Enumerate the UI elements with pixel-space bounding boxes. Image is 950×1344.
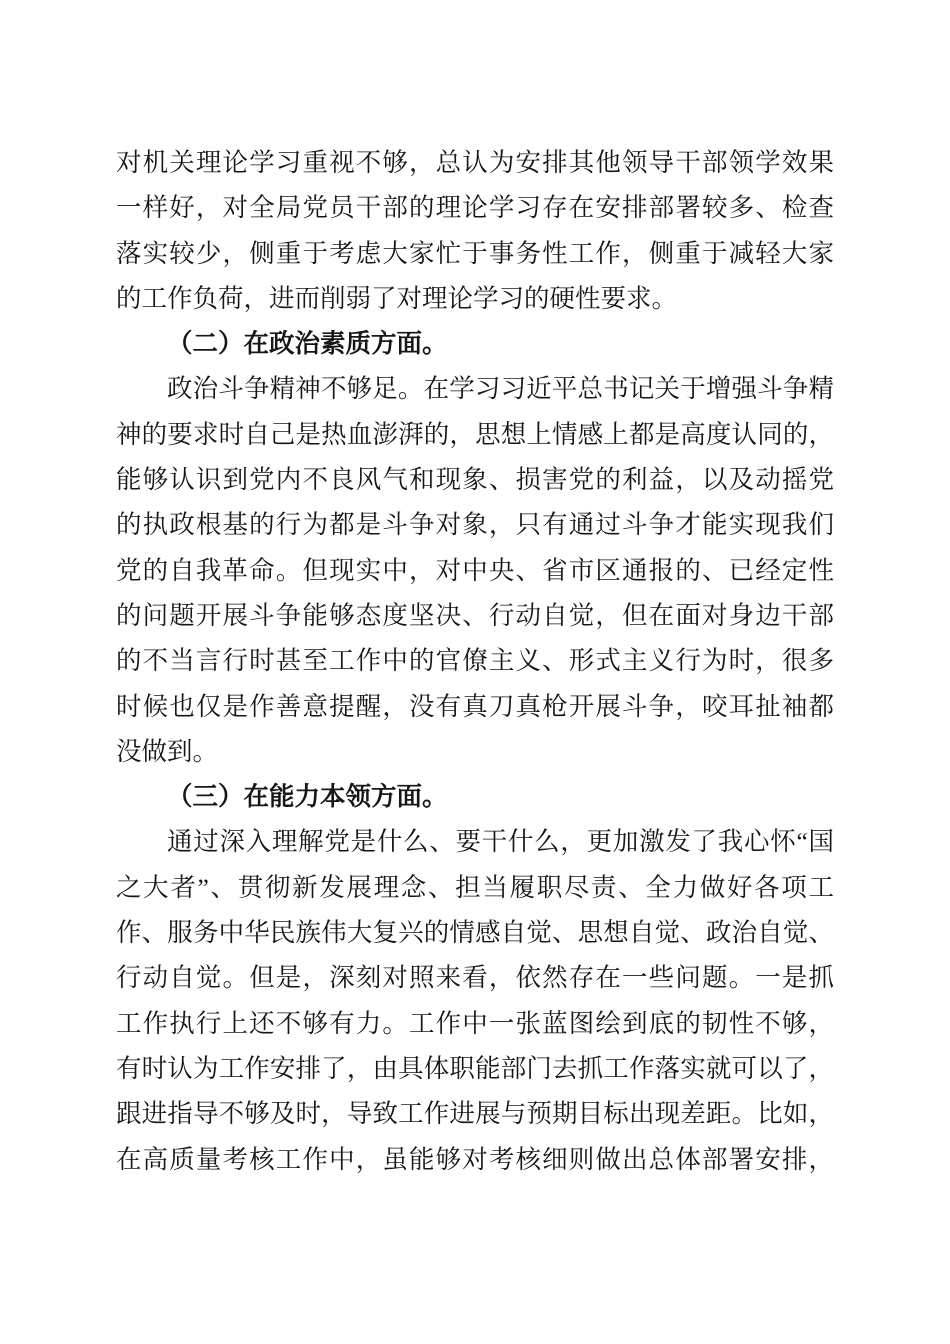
text-line: 跟进指导不够及时，导致工作进展与预期目标出现差距。比如， <box>116 1099 834 1129</box>
text-line: 工作执行上还不够有力。工作中一张蓝图绘到底的韧性不够， <box>116 1008 834 1038</box>
text-line: 能够认识到党内不良风气和现象、损害党的利益，以及动摇党 <box>116 465 834 495</box>
text-line: 的问题开展斗争能够态度坚决、行动自觉，但在面对身边干部 <box>116 600 834 630</box>
text-line: 作、服务中华民族伟大复兴的情感自觉、思想自觉、政治自觉、 <box>116 918 834 948</box>
text-line: 政治斗争精神不够足。在学习习近平总书记关于增强斗争精 <box>167 374 834 404</box>
section-heading: （二）在政治素质方面。 <box>167 329 448 359</box>
text-line: 通过深入理解党是什么、要干什么，更加激发了我心怀“国 <box>167 827 834 857</box>
text-line: 的不当言行时甚至工作中的官僚主义、形式主义行为时，很多 <box>116 646 834 676</box>
text-line: 对机关理论学习重视不够，总认为安排其他领导干部领学效果 <box>116 148 834 177</box>
text-line: 一样好，对全局党员干部的理论学习存在安排部署较多、检查 <box>116 193 834 223</box>
text-line: 神的要求时自己是热血澎湃的，思想上情感上都是高度认同的， <box>116 419 834 449</box>
text-line: 时候也仅是作善意提醒，没有真刀真枪开展斗争，咬耳扯袖都 <box>116 691 834 721</box>
section-heading: （三）在能力本领方面。 <box>167 782 448 812</box>
text-line: 没做到。 <box>116 736 219 766</box>
text-line: 落实较少，侧重于考虑大家忙于事务性工作，侧重于减轻大家 <box>116 238 834 268</box>
text-line: 之大者”、贯彻新发展理念、担当履职尽责、全力做好各项工 <box>116 872 834 902</box>
text-line: 行动自觉。但是，深刻对照来看，依然存在一些问题。一是抓 <box>116 963 834 993</box>
text-line: 党的自我革命。但现实中，对中央、省市区通报的、已经定性 <box>116 555 834 585</box>
text-line: 的工作负荷，进而削弱了对理论学习的硬性要求。 <box>116 283 678 313</box>
text-line: 有时认为工作安排了，由具体职能部门去抓工作落实就可以了， <box>116 1053 834 1083</box>
document-content <box>116 140 834 1182</box>
text-line: 在高质量考核工作中，虽能够对考核细则做出总体部署安排， <box>116 1144 834 1174</box>
text-line: 的执政根基的行为都是斗争对象，只有通过斗争才能实现我们 <box>116 510 834 540</box>
